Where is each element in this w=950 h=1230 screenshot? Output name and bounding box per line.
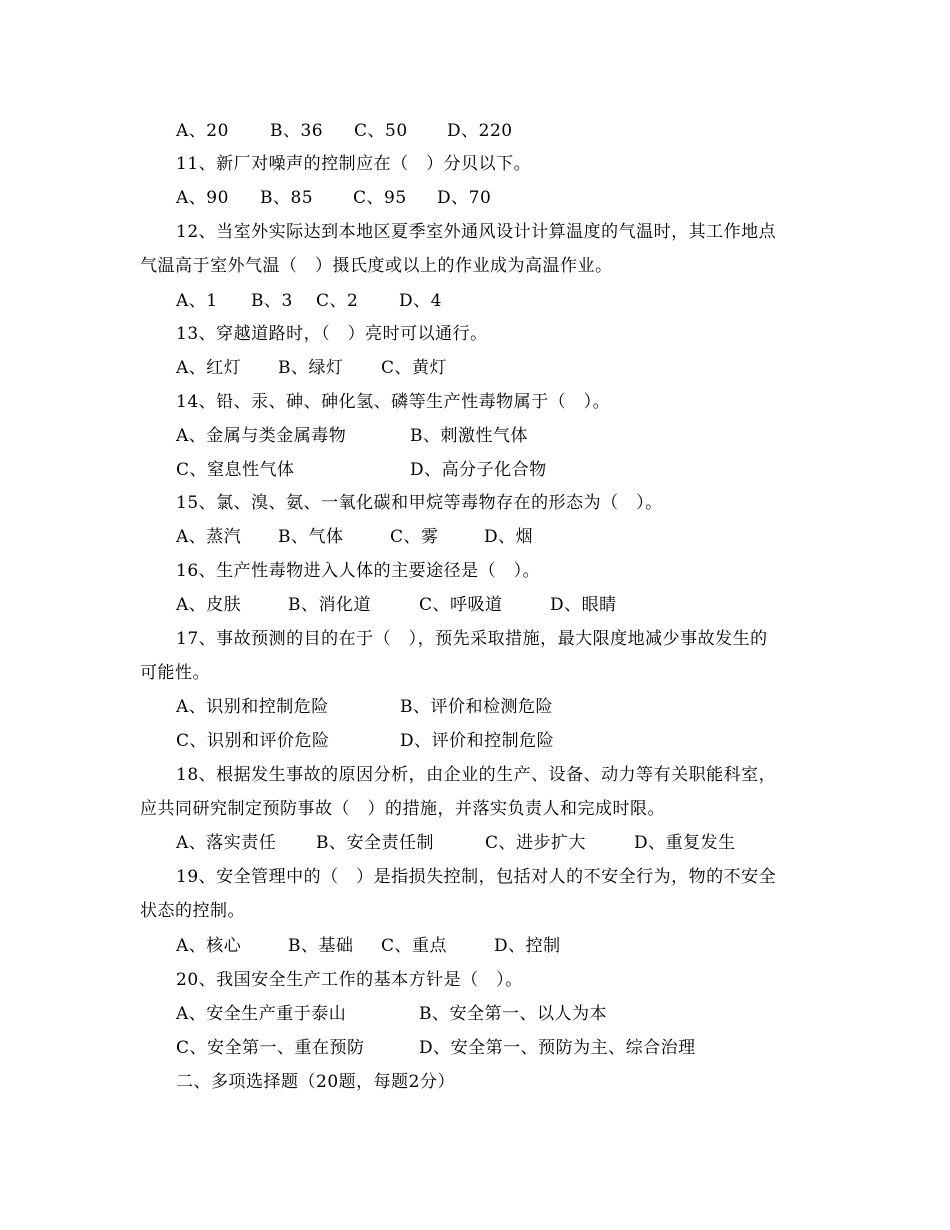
q12-option-b: B、3 [251, 291, 293, 311]
q16-stem: 16、生产性毒物进入人体的主要途径是（ ）。 [176, 561, 541, 581]
q18-option-d: D、重复发生 [634, 833, 736, 853]
q12-option-d: D、4 [399, 291, 442, 311]
q14-option-d: D、高分子化合物 [410, 460, 547, 480]
q18-option-c: C、进步扩大 [485, 833, 587, 853]
q19-option-a: A、核心 [176, 936, 242, 956]
q20-option-d: D、安全第一、预防为主、综合治理 [419, 1038, 696, 1058]
q17-stem-line1: 17、事故预测的目的在于（ ），预先采取措施，最大限度地减少事故发生的 [176, 629, 768, 649]
q16-option-a: A、皮肤 [176, 595, 242, 615]
q11-option-a: A、90 [176, 188, 229, 208]
q16-option-d: D、眼睛 [550, 595, 617, 615]
q17-option-b: B、评价和检测危险 [400, 697, 553, 717]
q13-stem: 13、穿越道路时，（ ）亮时可以通行。 [176, 324, 488, 344]
q15-option-b: B、气体 [278, 527, 344, 547]
q20-stem: 20、我国安全生产工作的基本方针是（ ）。 [176, 970, 523, 990]
q15-stem: 15、氯、溴、氨、一氧化碳和甲烷等毒物存在的形态为（ ）。 [176, 493, 663, 513]
q19-stem-line1: 19、安全管理中的（ ）是指损失控制，包括对人的不安全行为，物的不安全 [176, 867, 777, 887]
q17-option-c: C、识别和评价危险 [176, 731, 330, 751]
q20-option-c: C、安全第一、重在预防 [176, 1038, 365, 1058]
q11-option-b: B、85 [260, 188, 314, 208]
q13-option-a: A、红灯 [176, 358, 242, 378]
q18-option-a: A、落实责任 [176, 833, 277, 853]
q14-option-c: C、窒息性气体 [176, 460, 295, 480]
q10-option-d: D、220 [447, 121, 513, 141]
q12-stem-line1: 12、当室外实际达到本地区夏季室外通风设计计算温度的气温时，其工作地点 [176, 222, 777, 242]
q15-option-a: A、蒸汽 [176, 527, 242, 547]
q14-option-a: A、金属与类金属毒物 [176, 426, 347, 446]
q18-option-b: B、安全责任制 [316, 833, 434, 853]
q18-stem-line1: 18、根据发生事故的原因分析，由企业的生产、设备、动力等有关职能科室， [176, 765, 777, 785]
q12-option-c: C、2 [316, 291, 359, 311]
q10-option-b: B、36 [270, 121, 324, 141]
q20-option-a: A、安全生产重于泰山 [176, 1004, 347, 1024]
q16-option-b: B、消化道 [288, 595, 371, 615]
q10-option-c: C、50 [354, 121, 408, 141]
q19-option-d: D、控制 [494, 936, 561, 956]
q13-option-b: B、绿灯 [278, 358, 344, 378]
q19-option-b: B、基础 [288, 936, 354, 956]
q10-option-a: A、20 [176, 121, 229, 141]
section-heading: 二、多项选择题（20题，每题2分） [176, 1072, 455, 1092]
q12-option-a: A、1 [176, 291, 218, 311]
q12-stem-line2: 气温高于室外气温（ ）摄氏度或以上的作业成为高温作业。 [140, 256, 613, 276]
q19-stem-line2: 状态的控制。 [140, 901, 245, 921]
q14-option-b: B、刺激性气体 [410, 426, 528, 446]
q18-stem-line2: 应共同研究制定预防事故（ ）的措施，并落实负责人和完成时限。 [140, 799, 665, 819]
q15-option-c: C、雾 [390, 527, 439, 547]
q17-option-d: D、评价和控制危险 [400, 731, 555, 751]
q17-stem-line2: 可能性。 [140, 663, 210, 683]
q20-option-b: B、安全第一、以人为本 [419, 1004, 607, 1024]
q16-option-c: C、呼吸道 [419, 595, 503, 615]
q19-option-c: C、重点 [381, 936, 448, 956]
q11-option-d: D、70 [437, 188, 492, 208]
q14-stem: 14、铅、汞、砷、砷化氢、磷等生产性毒物属于（ ）。 [176, 392, 611, 412]
q13-option-c: C、黄灯 [381, 358, 448, 378]
q17-option-a: A、识别和控制危险 [176, 697, 329, 717]
q11-option-c: C、95 [353, 188, 407, 208]
q15-option-d: D、烟 [484, 527, 534, 547]
q11-stem: 11、新厂对噪声的控制应在（ ）分贝以下。 [176, 154, 532, 174]
